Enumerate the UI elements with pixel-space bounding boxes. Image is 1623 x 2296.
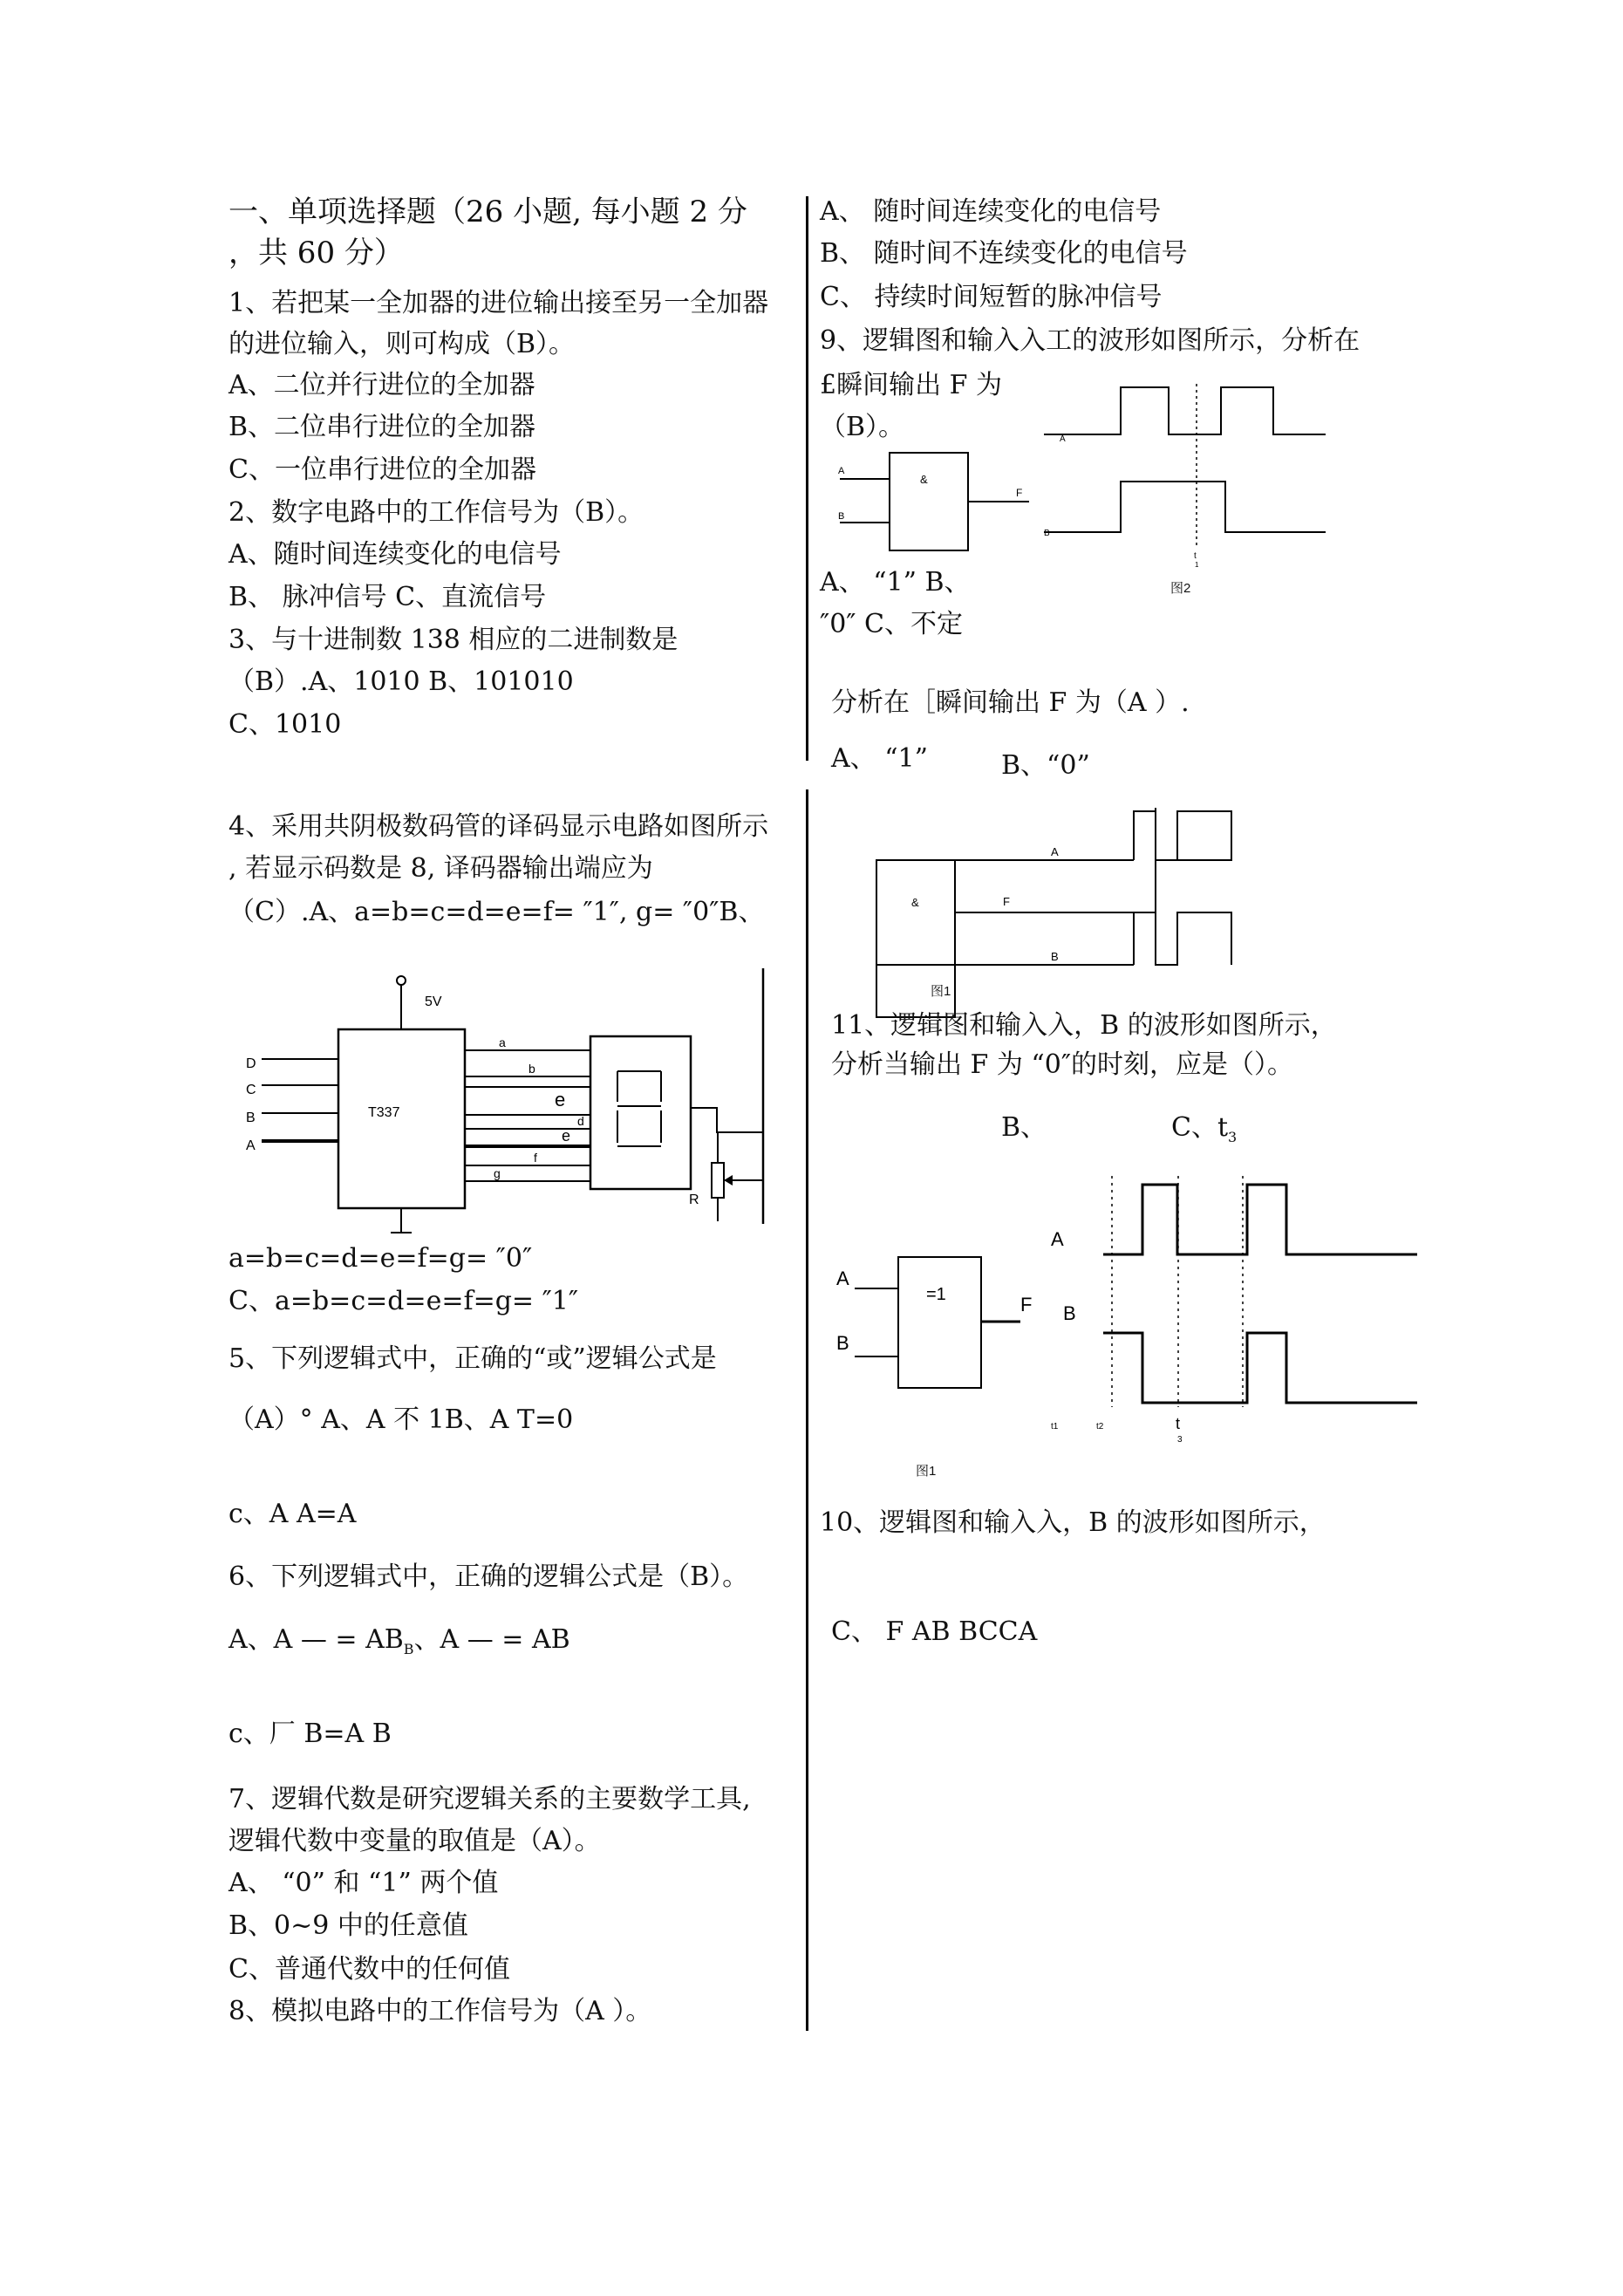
q11-t1-label: t1 — [1051, 1422, 1059, 1432]
q9-stem: 9、逻辑图和输入入工的波形如图所示，分析在 — [820, 325, 1360, 356]
q8-option-c: C、 持续时间短暂的脉冲信号 — [820, 282, 1163, 312]
q11-caption: 图1 — [916, 1464, 937, 1479]
q6-stem: 6、下列逻辑式中，正确的逻辑公式是（B）。 — [228, 1561, 749, 1592]
q7-stem: 7、逻辑代数是研究逻辑关系的主要数学工具, — [228, 1784, 751, 1814]
seg-a-label: a — [499, 1035, 506, 1049]
q4-option-b: a=b=c=d=e=f=g= ″0″ — [228, 1243, 533, 1274]
seg-g-label: g — [494, 1166, 501, 1180]
q7-option-c: C、普通代数中的任何值 — [228, 1954, 510, 1985]
q11-wave-b: B — [1063, 1302, 1076, 1324]
q5-stem: 5、下列逻辑式中，正确的“或”逻辑公式是 — [228, 1343, 717, 1374]
vcc-label: 5V — [425, 994, 442, 1009]
q4-option-a: （C）.A、a=b=c=d=e=f= ″1″, g= ″0″B、 — [228, 897, 765, 927]
input-b-label: B — [246, 1110, 256, 1125]
seg-f-label: f — [534, 1151, 537, 1165]
q3-stem: 3、与十进制数 138 相应的二进制数是 — [228, 625, 679, 655]
q7-option-b: B、0~9 中的任意值 — [228, 1910, 468, 1941]
q10-wave-a: A — [1051, 845, 1059, 858]
input-a-label: A — [246, 1138, 256, 1153]
q6-option-a: A、A — = AB — [228, 1624, 404, 1655]
q9-output-f: F — [1016, 487, 1023, 499]
q9-t-sub: 1 — [1195, 561, 1199, 569]
q10-gate-label: & — [911, 896, 919, 909]
column-divider-top — [806, 196, 808, 761]
chip-label: T337 — [368, 1105, 400, 1120]
q11-stem-cont: 分析当输出 F 为 “0″的时刻，应是（）。 — [831, 1049, 1294, 1080]
q11-t3-label: t — [1176, 1415, 1181, 1432]
input-d-label: D — [246, 1056, 256, 1071]
q2-option-a: A、随时间连续变化的电信号 — [228, 539, 562, 570]
q4-stem-cont: , 若显示码数是 8, 译码器输出端应为 — [228, 853, 653, 884]
q5-options-ab: （A）° A、A 不 1B、A T=0 — [228, 1404, 574, 1435]
q4-option-c: C、a=b=c=d=e=f=g= ″1″ — [228, 1286, 579, 1316]
q9-answer: （B）。 — [820, 412, 905, 442]
q11-option-c-text: C、t — [1171, 1112, 1229, 1143]
q9-gate-diagram — [833, 449, 1042, 563]
seg-d-label: d — [577, 1114, 584, 1128]
q10-output-f: F — [1003, 895, 1010, 908]
q10-stem-repeat: 10、逻辑图和输入入，B 的波形如图所示， — [820, 1507, 1326, 1538]
q1-option-c: C、一位串行进位的全加器 — [228, 454, 536, 485]
q3-options: （B）.A、1010 B、101010 — [228, 666, 574, 697]
q5-option-c: c、A A=A — [228, 1499, 357, 1529]
q11-gate-label: =1 — [926, 1285, 946, 1304]
q9-stem-cont: £瞬间输出 F 为 — [820, 370, 1002, 400]
q9-wave-b: B — [1044, 529, 1050, 538]
q11-input-a: A — [836, 1268, 849, 1289]
seg-e-label: e — [555, 1089, 566, 1110]
q1-stem-cont: 的进位输入，则可构成（B）。 — [228, 329, 576, 359]
q9-options-ab: A、 “1” B、 — [820, 567, 971, 598]
input-c-label: C — [246, 1083, 256, 1097]
section-title: 一、单项选择题（26 小题, 每小题 2 分 — [228, 195, 747, 229]
q11-output-f: F — [1020, 1294, 1033, 1315]
column-divider-bottom — [806, 789, 808, 2031]
q4-decoder-circuit — [235, 975, 776, 1237]
q11-t2-label: t2 — [1096, 1422, 1104, 1432]
q10-stem: 分析在［瞬间输出 F 为（A ）. — [831, 687, 1190, 718]
q6-option-c: c、厂 B=A B — [228, 1719, 392, 1749]
q11-xor-gate — [833, 1252, 1033, 1409]
q9-t-label: t — [1194, 551, 1197, 561]
q11-input-b: B — [836, 1332, 849, 1354]
q8-stem: 8、模拟电路中的工作信号为（A ）。 — [228, 1996, 652, 2026]
seg-b-label: b — [528, 1062, 535, 1076]
q9-option-c: ″0″ C、不定 — [820, 609, 963, 639]
q7-option-a: A、 “0” 和 “1” 两个值 — [228, 1868, 499, 1898]
q2-stem: 2、数字电路中的工作信号为（B）。 — [228, 497, 644, 528]
q4-stem: 4、采用共阴极数码管的译码显示电路如图所示 — [228, 811, 769, 842]
q11-option-c-sub: 3 — [1228, 1129, 1238, 1145]
q11-stem: 11、逻辑图和输入入，B 的波形如图所示， — [831, 1010, 1337, 1041]
q9-gate-label: & — [920, 473, 928, 486]
q10-gate-waveforms — [872, 808, 1247, 969]
q6-option-b: 、A — = AB — [413, 1624, 570, 1655]
q9-caption: 图2 — [1170, 581, 1191, 596]
q10-caption: 图1 — [931, 984, 951, 999]
q9-input-a: A — [838, 466, 845, 476]
q1-stem: 1、若把某一全加器的进位输出接至另一全加器 — [228, 288, 769, 318]
q9-input-b: B — [838, 511, 845, 522]
resistor-label: R — [689, 1192, 699, 1207]
q9-waveforms — [1042, 384, 1339, 576]
q1-option-b: B、二位串行进位的全加器 — [228, 412, 536, 442]
q11-waveforms — [1051, 1176, 1426, 1446]
q1-option-a: A、二位并行进位的全加器 — [228, 370, 535, 400]
q10-option-a: A、 “1” — [831, 743, 928, 774]
q3-option-c: C、1010 — [228, 709, 342, 740]
q10-option-c: C、 F AB BCCA — [831, 1616, 1038, 1647]
q8-option-a: A、 随时间连续变化的电信号 — [820, 196, 1162, 227]
section-title-cont: ，共 60 分） — [228, 236, 404, 270]
q9-wave-a: A — [1060, 434, 1066, 444]
q11-wave-a: A — [1051, 1228, 1064, 1250]
q11-t3-sub: 3 — [1177, 1435, 1183, 1445]
q11-option-b: B、 — [1001, 1112, 1047, 1143]
q2-option-bc: B、 脉冲信号 C、直流信号 — [228, 582, 547, 612]
q6-sub: B — [403, 1641, 414, 1657]
q6-options-ab — [228, 1624, 570, 1657]
q7-stem-cont: 逻辑代数中变量的取值是（A）。 — [228, 1826, 601, 1856]
q10-option-b: B、“0” — [1001, 750, 1090, 781]
seg-e2-label: e — [562, 1127, 571, 1145]
q10-wave-b: B — [1051, 950, 1059, 963]
q8-option-b: B、 随时间不连续变化的电信号 — [820, 238, 1188, 269]
q11-option-c — [1171, 1112, 1237, 1145]
